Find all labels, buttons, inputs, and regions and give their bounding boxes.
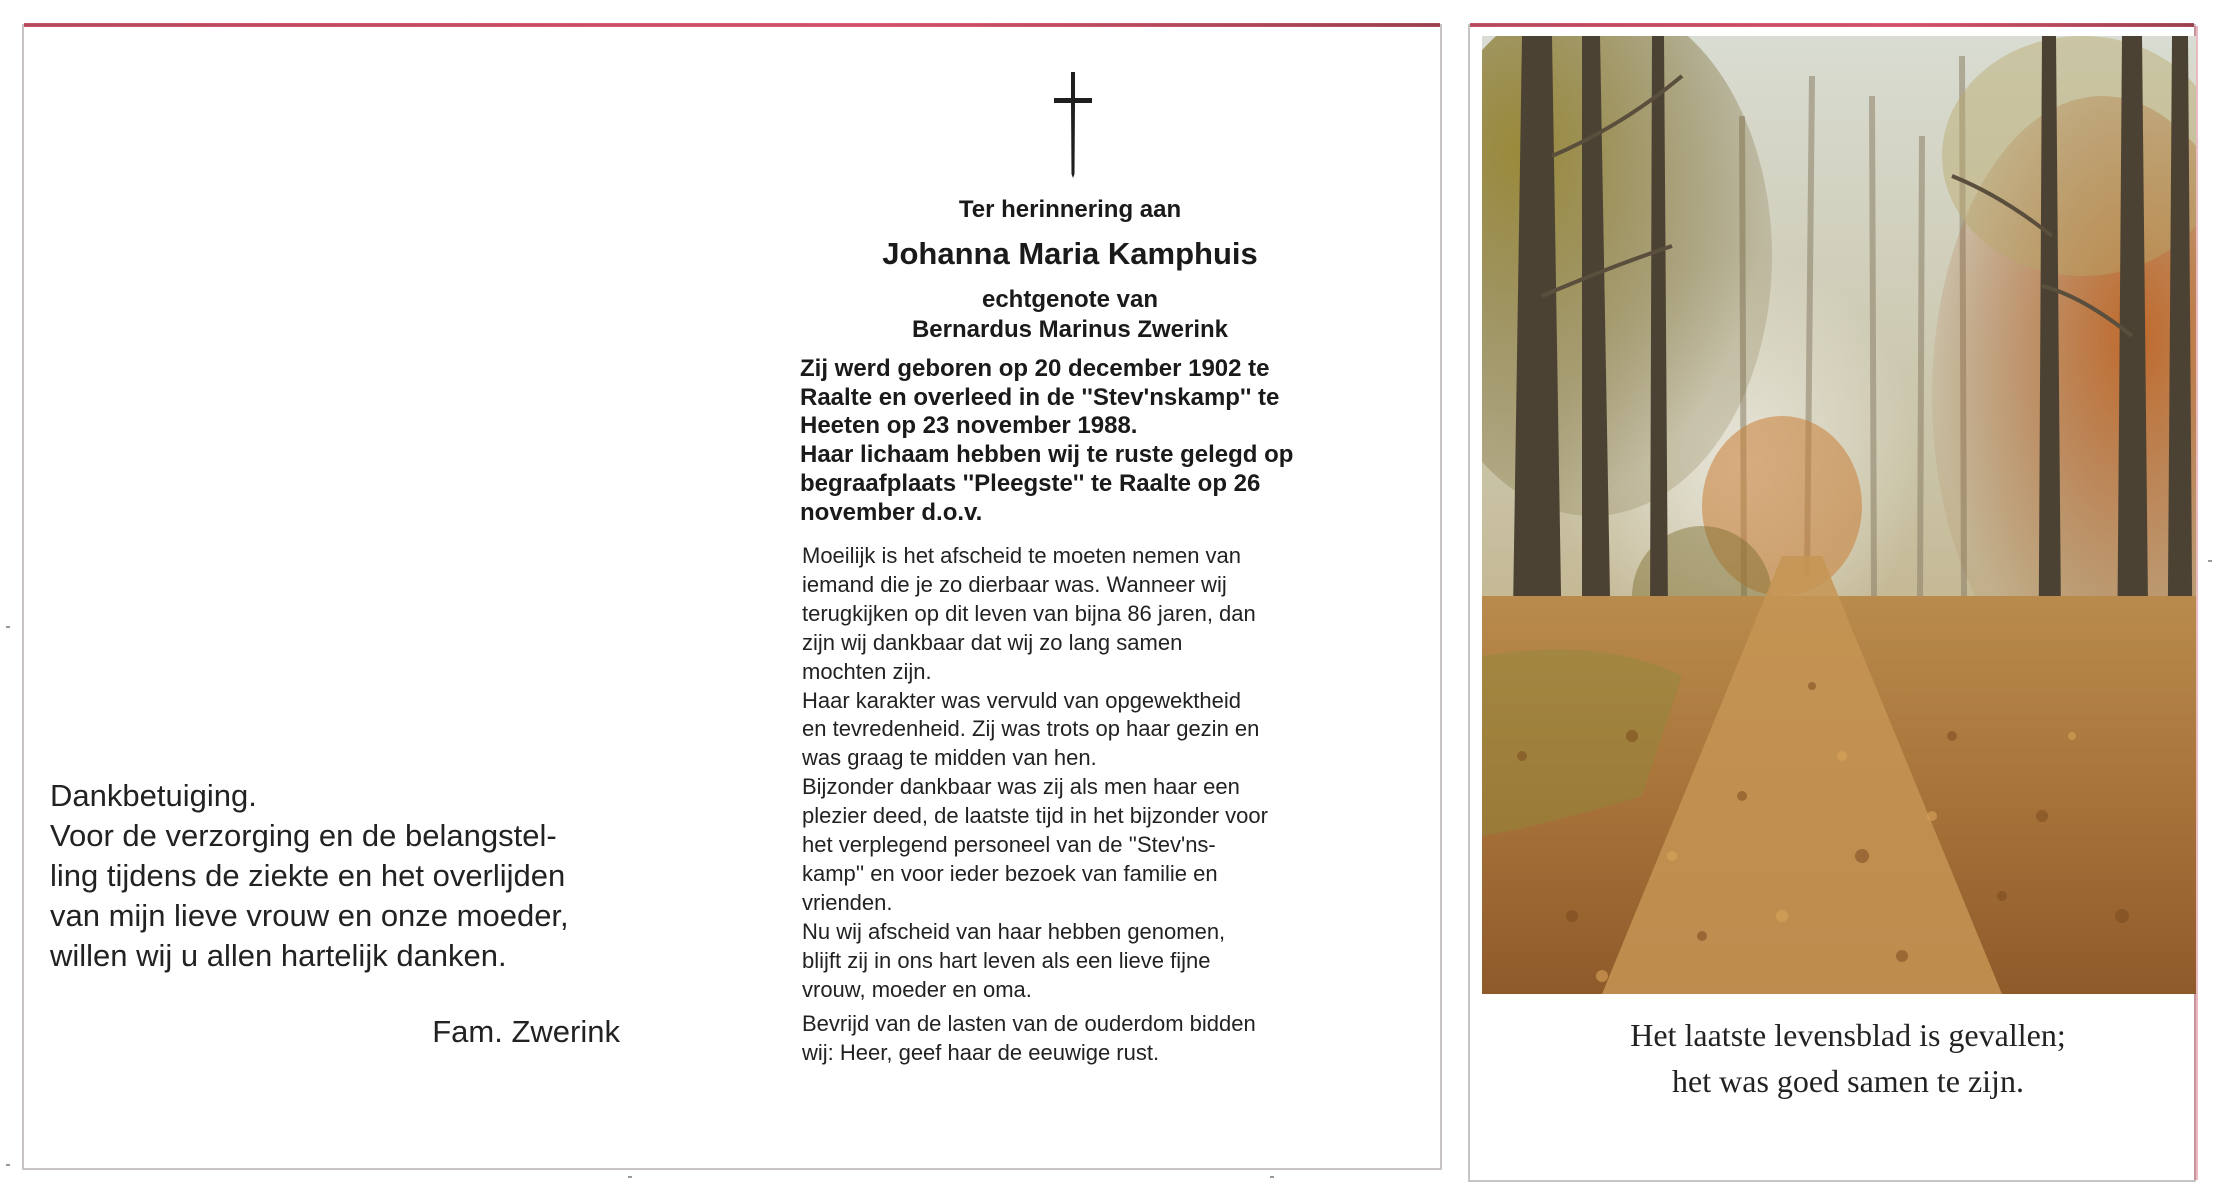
tribute-line: Nu wij afscheid van haar hebben genomen, xyxy=(802,918,1226,944)
memorial-intro: Ter herinnering aan xyxy=(958,196,1182,223)
life-facts-line: Haar lichaam hebben wij te ruste gelegd op xyxy=(800,441,1294,469)
scan-mark xyxy=(6,1164,10,1166)
acknowledgement-line: willen wij u allen hartelijk danken. xyxy=(50,938,507,973)
life-facts-line: november d.o.v. xyxy=(800,498,983,526)
acknowledgement-signature: Fam. Zwerink xyxy=(432,1014,620,1049)
tribute-line: Bijzonder dankbaar was zij als men haar een xyxy=(802,774,1240,800)
tribute-line: vrienden. xyxy=(802,889,893,915)
tribute-line: zijn wij dankbaar dat wij zo lang samen xyxy=(802,629,1183,655)
life-facts-line: begraafplaats ''Pleegste'' te Raalte op 26 xyxy=(800,469,1261,497)
tribute-line: Moeilijk is het afscheid te moeten nemen van xyxy=(802,543,1242,568)
tribute-line: kamp'' en voor ieder bezoek van familie en xyxy=(802,860,1218,886)
scan-mark xyxy=(628,1176,632,1178)
relation-label: echtgenote van xyxy=(981,286,1159,313)
life-facts-line: Heeten op 23 november 1988. xyxy=(800,412,1138,440)
tribute-line: was graag te midden van hen. xyxy=(802,745,1097,771)
life-facts xyxy=(800,355,1352,527)
acknowledgement-line: Voor de verzorging en de belangstel- xyxy=(50,818,557,853)
tribute-text xyxy=(802,542,1354,1005)
tribute-line: Haar karakter was vervuld van opgewektheid xyxy=(802,687,1242,713)
poem-line: het was goed samen te zijn. xyxy=(1672,1063,2024,1099)
prayer-text xyxy=(802,1010,1354,1068)
tribute-line: iemand die je zo dierbaar was. Wanneer wij xyxy=(802,571,1227,597)
prayer-line: wij: Heer, geef haar de eeuwige rust. xyxy=(802,1039,1160,1065)
tribute-line: en tevredenheid. Zij was trots op haar gezin en xyxy=(802,716,1260,742)
spouse-name: Bernardus Marinus Zwerink xyxy=(911,316,1229,343)
prayer-line: Bevrijd van de lasten van de ouderdom bidden xyxy=(802,1011,1256,1036)
tribute-line: blijft zij in ons hart leven als een lieve fijne xyxy=(802,947,1211,973)
acknowledgement-title: Dankbetuiging. xyxy=(50,778,257,813)
card-top-edge xyxy=(1470,23,2194,27)
tribute-line: het verplegend personeel van de ''Stev'ns- xyxy=(802,832,1216,858)
tribute-line: plezier deed, de laatste tijd in het bijzonder voor xyxy=(802,803,1268,829)
autumn-forest-path-photo xyxy=(1482,36,2196,994)
cover-poem xyxy=(1478,1012,2216,1104)
acknowledgement-line: van mijn lieve vrouw en onze moeder, xyxy=(50,898,569,933)
scan-mark xyxy=(1270,1176,1274,1178)
tribute-line: mochten zijn. xyxy=(802,658,932,684)
card-top-edge xyxy=(24,23,1440,27)
poem-line: Het laatste levensblad is gevallen; xyxy=(1630,1017,2066,1053)
deceased-name: Johanna Maria Kamphuis xyxy=(882,236,1258,271)
life-facts-line: Zij werd geboren op 20 december 1902 te xyxy=(800,355,1270,382)
tribute-line: vrouw, moeder en oma. xyxy=(802,976,1032,1002)
scan-mark xyxy=(2208,560,2212,562)
scan-mark xyxy=(6,626,10,628)
acknowledgement-line: ling tijdens de ziekte en het overlijden xyxy=(50,858,566,893)
acknowledgement xyxy=(50,776,650,976)
life-facts-line: Raalte en overleed in de ''Stev'nskamp'' te xyxy=(800,383,1280,411)
memorial-heading xyxy=(790,196,1350,344)
tribute-line: terugkijken op dit leven van bijna 86 jaren, dan xyxy=(802,600,1256,626)
latin-cross-icon xyxy=(1048,70,1098,180)
